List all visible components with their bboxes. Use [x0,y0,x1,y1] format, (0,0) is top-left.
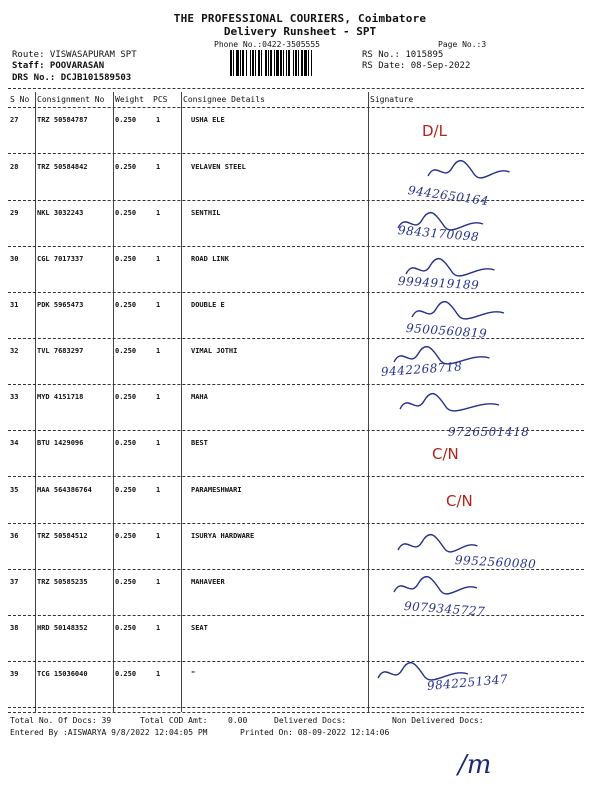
route-label: Route: VISWASAPURAM SPT [12,50,137,60]
rs-date: RS Date: 08-Sep-2022 [362,61,471,71]
column-header-pcs: PCS [153,95,168,104]
row-weight: 0.250 [115,347,137,355]
row-weight: 0.250 [115,393,137,401]
column-header-sno: S No [10,95,30,104]
column-divider [181,92,182,712]
row-consignment-number: TRZ 50584842 [37,163,88,171]
row-consignee: SEAT [191,624,208,632]
delivery-status-mark: C/N [446,492,473,510]
row-separator [8,661,584,662]
row-sno: 32 [10,347,19,355]
row-weight: 0.250 [115,301,137,309]
row-separator [8,707,584,708]
row-weight: 0.250 [115,670,137,678]
signature-scribble [410,299,520,325]
row-consignee: VIMAL JOTHI [191,347,238,355]
row-consignment-number: TVL 7683297 [37,347,84,355]
header-separator-bottom [8,107,584,108]
page-number: Page No.:3 [438,40,487,49]
handwritten-phone-number: 9442650164 [407,183,490,209]
row-pcs: 1 [156,624,161,632]
row-consignment-number: MAA 564386764 [37,486,92,494]
runsheet-title: Delivery Runsheet - SPT [223,25,377,38]
row-consignee: VELAVEN STEEL [191,163,246,171]
row-consignee: SENTHIL [191,209,221,217]
row-separator [8,384,584,385]
row-pcs: 1 [156,578,161,586]
row-separator [8,200,584,201]
row-pcs: 1 [156,255,161,263]
delivery-status-mark: D/L [422,122,447,140]
row-sno: 39 [10,670,19,678]
row-sno: 38 [10,624,19,632]
row-sno: 29 [10,209,19,217]
row-separator [8,246,584,247]
row-weight: 0.250 [115,209,137,217]
signature-scribble [392,574,502,600]
total-docs: Total No. Of Docs: 39 [10,716,112,725]
handwritten-phone-number: 9843170098 [397,223,480,245]
handwritten-phone-number: 9842251347 [426,671,509,693]
handwritten-initials: /m [458,750,492,780]
row-pcs: 1 [156,439,161,447]
row-consignment-number: TCG 15036040 [37,670,88,678]
phone-number: Phone No.:0422-3505555 [214,40,320,49]
row-consignee: USHA ELE [191,116,225,124]
printed-on: Printed On: 08-09-2022 12:14:06 [240,728,390,737]
row-pcs: 1 [156,347,161,355]
row-sno: 28 [10,163,19,171]
row-sno: 27 [10,116,19,124]
row-consignment-number: TRZ 50585235 [37,578,88,586]
handwritten-phone-number: 9500560819 [405,321,488,341]
row-consignment-number: MYD 4151718 [37,393,84,401]
row-separator [8,430,584,431]
row-weight: 0.250 [115,578,137,586]
entered-by: Entered By :AISWARYA 9/8/2022 12:04:05 PM [10,728,208,737]
non-delivered-docs: Non Delivered Docs: [392,716,484,725]
row-pcs: 1 [156,670,161,678]
handwritten-signature [426,158,536,189]
row-pcs: 1 [156,301,161,309]
row-weight: 0.250 [115,163,137,171]
row-weight: 0.250 [115,486,137,494]
row-consignee: PARAMESHWARI [191,486,242,494]
signature-scribble [426,158,536,184]
row-separator [8,476,584,477]
row-consignment-number: PDK 5965473 [37,301,84,309]
barcode-image [230,50,358,76]
row-sno: 33 [10,393,19,401]
row-consignee: DOUBLE E [191,301,225,309]
total-cod-label: Total COD Amt: [140,716,208,725]
row-sno: 31 [10,301,19,309]
row-weight: 0.250 [115,439,137,447]
row-separator [8,615,584,616]
row-consignment-number: TRZ 50584512 [37,532,88,540]
row-pcs: 1 [156,209,161,217]
rs-number: RS No.: 1015895 [362,50,444,60]
column-header-consignee: Consignee Details [183,95,265,104]
row-consignee: ISURYA HARDWARE [191,532,255,540]
row-pcs: 1 [156,116,161,124]
row-weight: 0.250 [115,255,137,263]
column-header-consignment: Consignment No [37,95,105,104]
row-weight: 0.250 [115,624,137,632]
row-pcs: 1 [156,393,161,401]
row-separator [8,338,584,339]
row-sno: 30 [10,255,19,263]
footer-separator [8,712,584,713]
row-consignee: MAHA [191,393,208,401]
header-separator-top [8,88,584,89]
row-separator [8,153,584,154]
row-pcs: 1 [156,486,161,494]
row-sno: 36 [10,532,19,540]
row-consignment-number: BTU 1429096 [37,439,84,447]
row-consignment-number: NKL 3032243 [37,209,84,217]
row-consignment-number: HRD 50148352 [37,624,88,632]
staff-label: Staff: POOVARASAN [12,61,105,71]
signature-scribble [398,391,508,417]
column-divider [113,92,114,712]
row-consignee: ROAD LINK [191,255,229,263]
row-consignee: " [191,670,196,678]
row-consignment-number: TRZ 50584787 [37,116,88,124]
total-cod-value: 0.00 [228,716,248,725]
drs-number: DRS No.: DCJB101589503 [12,73,132,83]
delivered-docs: Delivered Docs: [274,716,347,725]
column-header-signature: Signature [370,95,414,104]
row-sno: 35 [10,486,19,494]
row-separator [8,569,584,570]
company-title: THE PROFESSIONAL COURIERS, Coimbatore [173,12,427,25]
handwritten-phone-number: 9726501418 [448,425,530,439]
row-pcs: 1 [156,163,161,171]
column-header-weight: Weight [115,95,144,104]
row-sno: 37 [10,578,19,586]
column-divider [368,92,369,712]
handwritten-phone-number: 9952560080 [454,553,537,572]
column-divider [35,92,36,712]
row-consignee: MAHAVEER [191,578,225,586]
row-consignment-number: CGL 7017337 [37,255,84,263]
row-consignee: BEST [191,439,208,447]
handwritten-signature [398,391,508,423]
row-weight: 0.250 [115,532,137,540]
handwritten-phone-number: 9442268718 [380,359,463,379]
handwritten-phone-number: 9079345727 [403,599,486,619]
handwritten-phone-number: 9994919189 [397,274,480,293]
row-pcs: 1 [156,532,161,540]
row-separator [8,523,584,524]
row-sno: 34 [10,439,19,447]
delivery-status-mark: C/N [432,445,459,463]
row-weight: 0.250 [115,116,137,124]
row-separator [8,292,584,293]
